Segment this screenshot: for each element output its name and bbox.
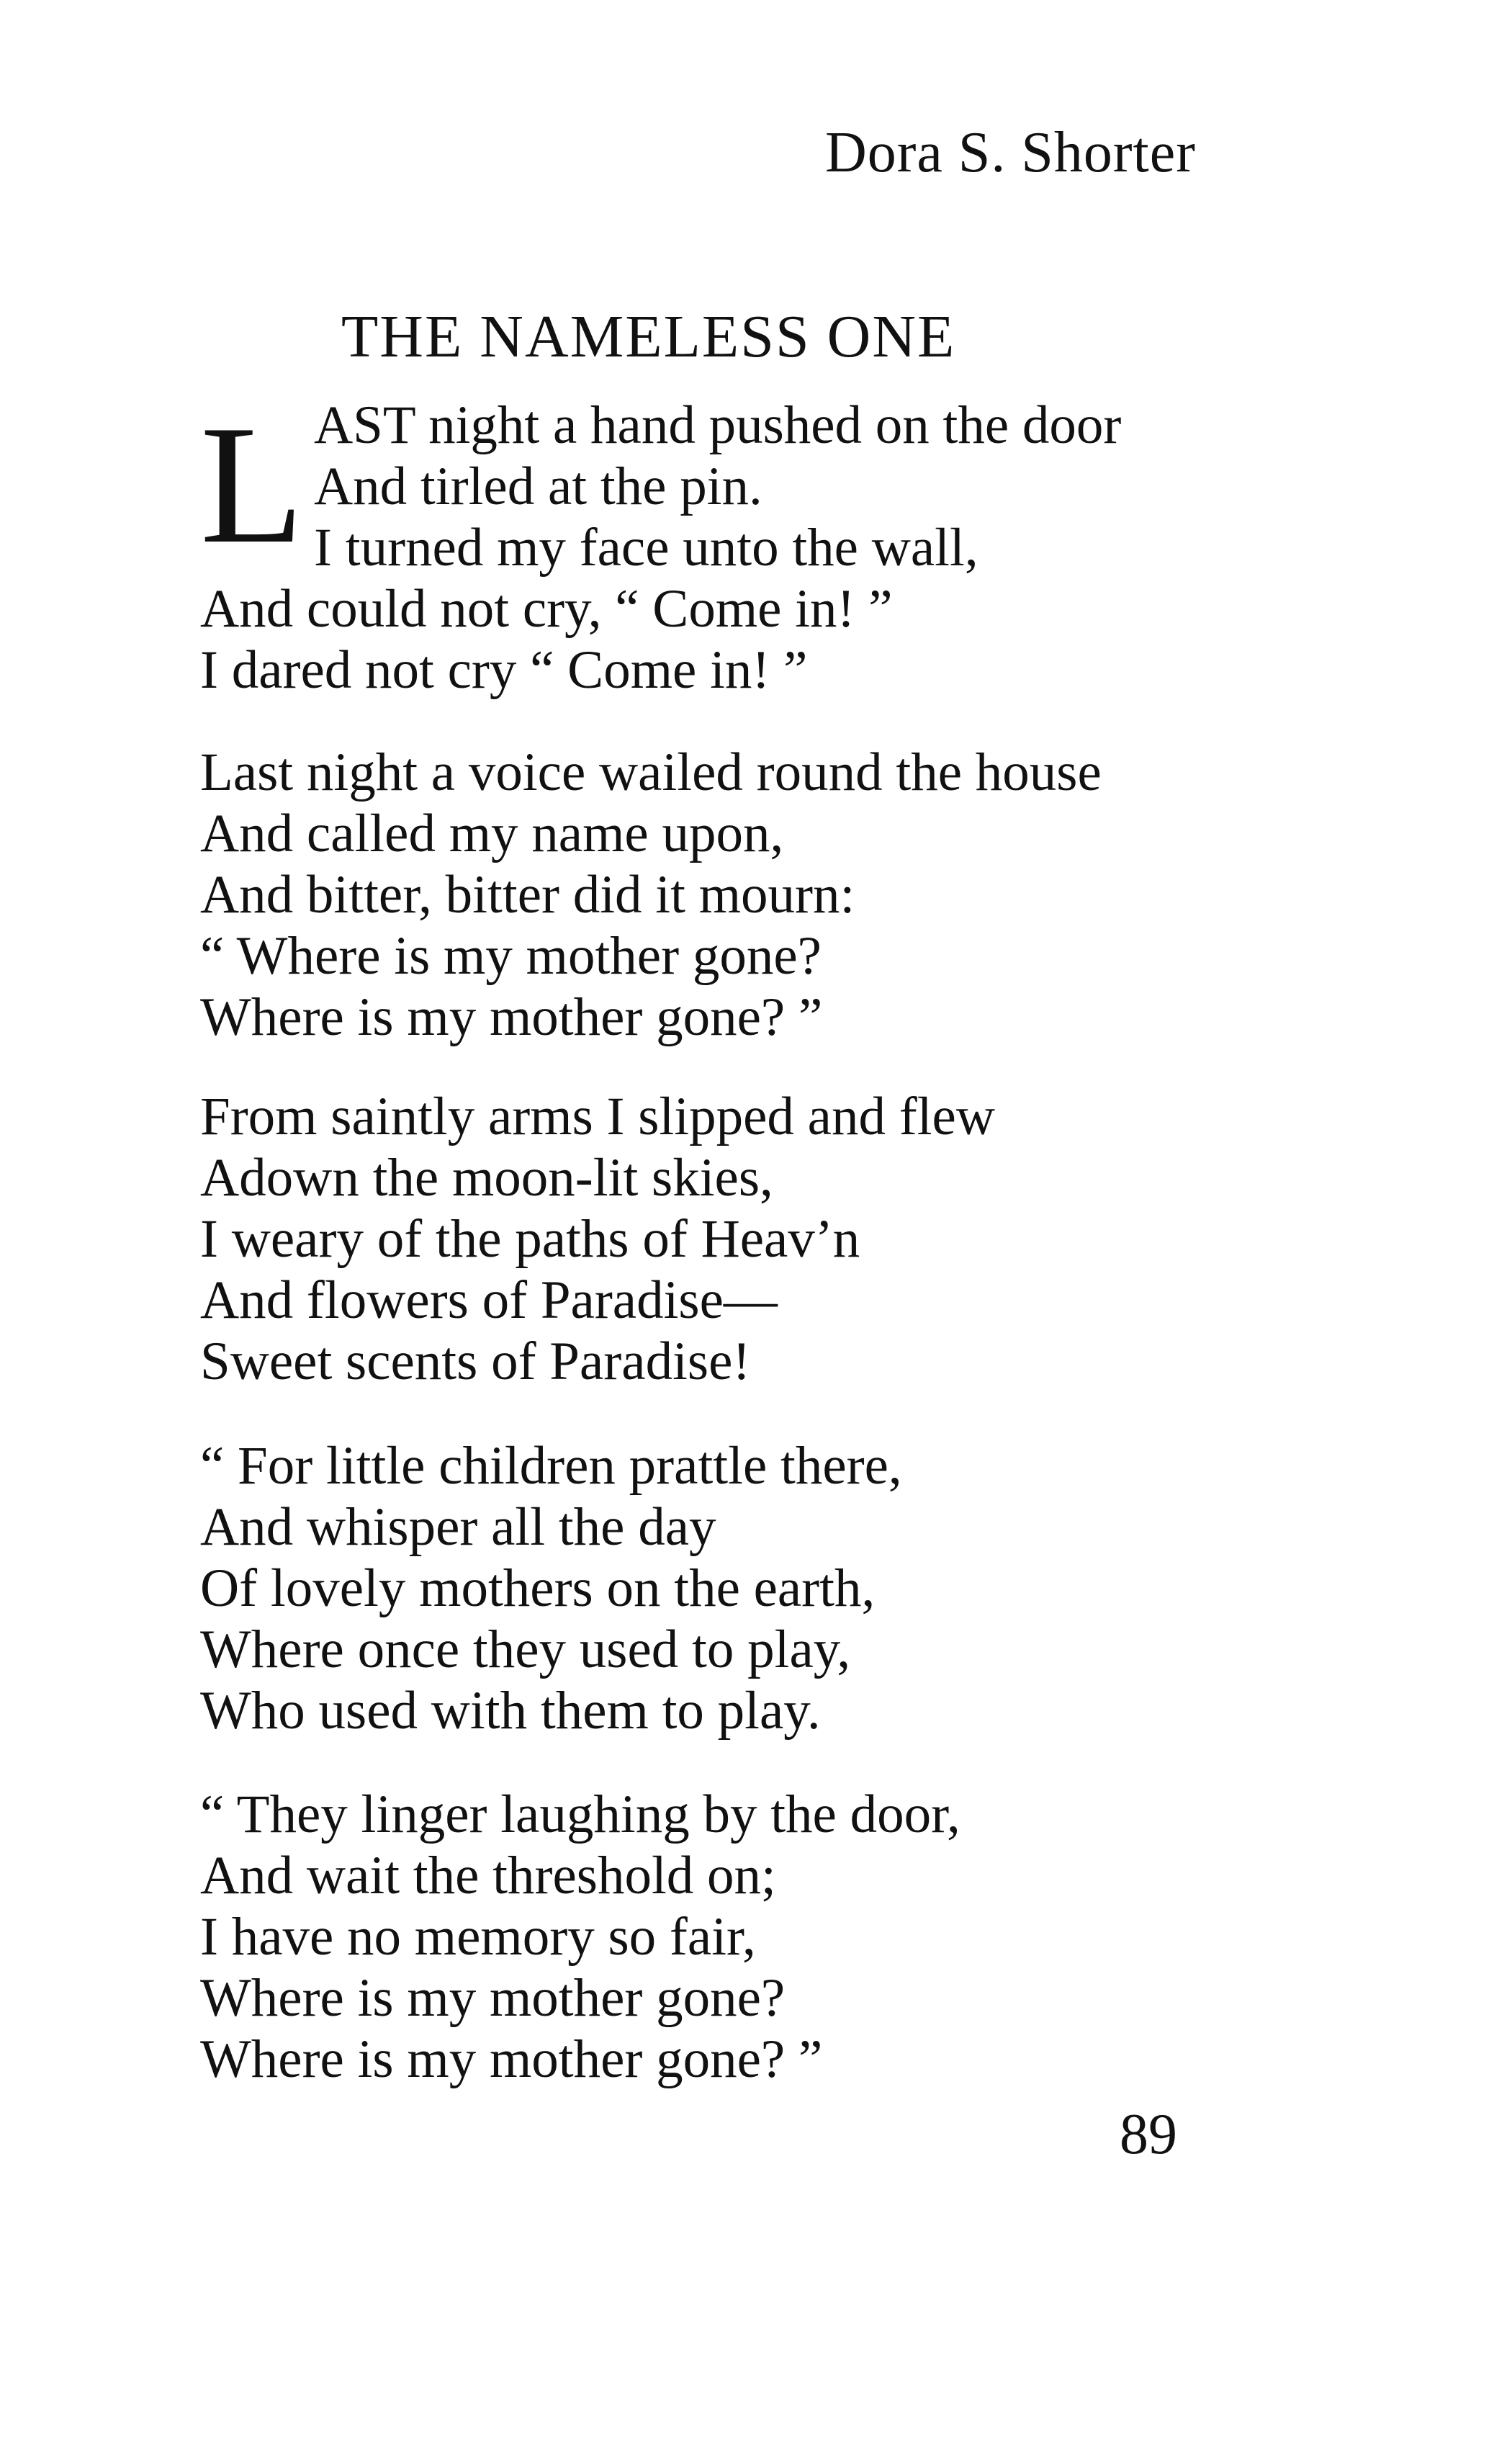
stanza-4 xyxy=(200,1435,902,1741)
poem-line: And could not cry, “ Come in! ” xyxy=(200,579,893,639)
poem-line: I have no memory so fair, xyxy=(200,1907,756,1967)
poem-line: And flowers of Paradise— xyxy=(200,1270,778,1330)
poem-line: And called my name upon, xyxy=(200,804,784,863)
poem-line: I turned my face unto the wall, xyxy=(314,518,978,578)
poem-line: “ For little children prattle there, xyxy=(200,1436,902,1496)
poem-line: From saintly arms I slipped and flew xyxy=(200,1087,995,1146)
poem-line: Where is my mother gone? ” xyxy=(200,987,823,1047)
poem-line: I weary of the paths of Heav’n xyxy=(200,1209,860,1269)
poem-line: And bitter, bitter did it mourn: xyxy=(200,865,855,925)
stanza-1 xyxy=(200,391,1122,701)
poem-line: Last night a voice wailed round the house xyxy=(200,742,1102,802)
poem-line: And tirled at the pin. xyxy=(314,457,762,516)
poem-line: AST night a hand pushed on the door xyxy=(314,395,1122,455)
poem-line: Where is my mother gone? ” xyxy=(200,2029,823,2089)
stanza-3 xyxy=(200,1086,995,1392)
poem-line: Where is my mother gone? xyxy=(200,1968,786,2028)
drop-cap-letter: L xyxy=(200,391,305,579)
poem-line: I dared not cry “ Come in! ” xyxy=(200,640,808,700)
poem-line: And wait the threshold on; xyxy=(200,1846,776,1905)
poem-line: Who used with them to play. xyxy=(200,1681,821,1741)
dropcap-block xyxy=(200,391,1122,579)
page-number: 89 xyxy=(1120,2103,1177,2166)
poem-line: Where once they used to play, xyxy=(200,1620,851,1679)
stanza-2 xyxy=(200,742,1102,1048)
running-head-author: Dora S. Shorter xyxy=(825,121,1196,184)
poem-line: “ They linger laughing by the door, xyxy=(200,1785,960,1844)
poem-line: Adown the moon-lit skies, xyxy=(200,1148,773,1208)
stanza-5 xyxy=(200,1784,960,2090)
poem-line: Sweet scents of Paradise! xyxy=(200,1332,751,1391)
poem-line: “ Where is my mother gone? xyxy=(200,926,822,986)
poem-line: And whisper all the day xyxy=(200,1497,716,1557)
poem-line: Of lovely mothers on the earth, xyxy=(200,1558,876,1618)
poem-title: THE NAMELESS ONE xyxy=(341,303,956,370)
